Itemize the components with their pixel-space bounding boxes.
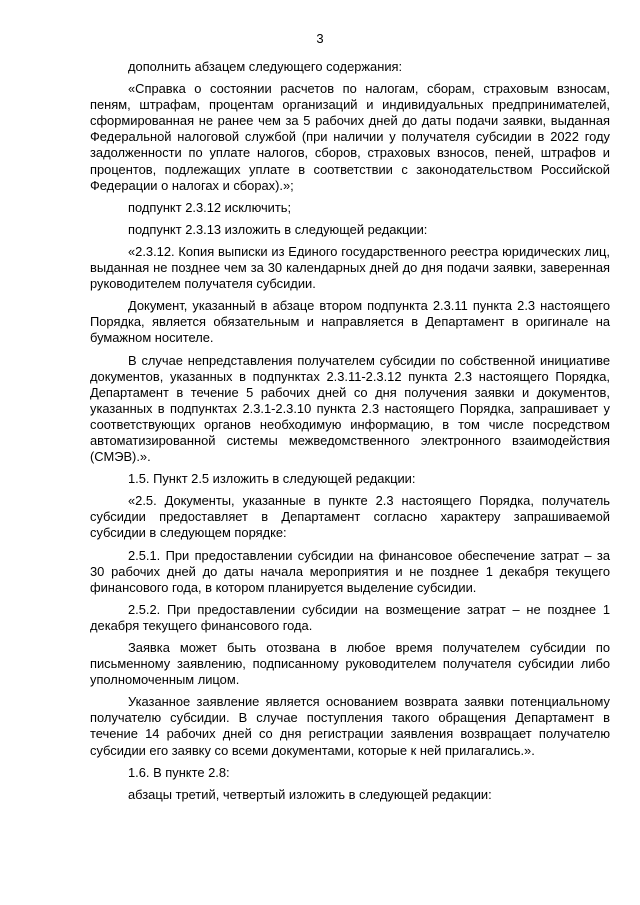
paragraph-2-5-1: 2.5.1. При предоставлении субсидии на финансовое обеспечение затрат – за 30 рабочих дней до даты начала мероприятия и не позднее 1 декабря текущего финансового года, в котором планируется выделение субсидии. [90, 547, 610, 595]
paragraph-2-3-12-text: «2.3.12. Копия выписки из Единого государственного реестра юридических лиц, выданная не позднее чем за 30 календарных дней до дня подачи заявки, заверенная руководителем получателя субсидии. [90, 243, 610, 292]
paragraph-amend-2-8: абзацы третий, четвертый изложить в следующей редакции: [128, 786, 492, 802]
paragraph-tax-certificate: «Справка о состоянии расчетов по налогам, сборам, страховым взносам, пеням, штрафам, процентам организаций и индивидуальных предпринимателей, сформированная не ранее чем за 5 рабочих дней до даты подачи заявки, выданная Федеральной налоговой службой (при наличии у получателя субсидии в 2022 году задолженности по уплате налогов, сборов, страховых взносов, пеней, штрафов и процентов, подлежащих уплате в соответствии с законодательством Российской Федерации о налогах и сборах).»; [90, 81, 610, 193]
paragraph-non-submission: В случае непредставления получателем субсидии по собственной инициативе документов, указанных в подпунктах 2.3.11-2.3.12 пункта 2.3 настоящего Порядка, Департамент в течение 5 рабочих дней со дня получения заявки и документов, указанных в подпунктах 2.3.1-2.3.10 пункта 2.3 настоящего Порядка, запрашивает у соответствующих органов необходимую информацию, в том числе посредством автоматизированной системы межведомственного электронного взаимодействия (СМЭВ).». [90, 352, 610, 465]
paragraph-document-original: Документ, указанный в абзаце втором подпункта 2.3.11 пункта 2.3 настоящего Порядка, является обязательным и направляется в Департамент в оригинале на бумажном носителе. [90, 298, 610, 346]
paragraph-amend-2-5: 1.5. Пункт 2.5 изложить в следующей редакции: [128, 471, 416, 487]
paragraph-1-6: 1.6. В пункте 2.8: [128, 764, 230, 780]
paragraph-withdrawal: Заявка может быть отозвана в любое время получателем субсидии по письменному заявлению, подписанному руководителем получателя субсидии либо уполномоченным лицом. [90, 640, 610, 688]
document-body [90, 59, 610, 809]
paragraph-amend-2-3-13: подпункт 2.3.13 изложить в следующей редакции: [128, 221, 428, 237]
paragraph-intro: дополнить абзацем следующего содержания: [128, 59, 403, 74]
page-number: 3 [316, 31, 324, 46]
paragraph-return-application: Указанное заявление является основанием возврата заявки потенциальному получателю субсидии. В случае поступления такого обращения Департамент в течение 14 рабочих дней со дня регистрации заявления возвращает получателю субсидии его заявку со всеми документами, которые к ней прилагались.». [90, 694, 610, 758]
paragraph-exclude-2-3-12: подпункт 2.3.12 исключить; [128, 199, 292, 215]
paragraph-2-5-2: 2.5.2. При предоставлении субсидии на возмещение затрат – не позднее 1 декабря текущего финансового года. [90, 601, 610, 633]
paragraph-2-5-text: «2.5. Документы, указанные в пункте 2.3 настоящего Порядка, получатель субсидии предоставляет в Департамент согласно характеру запрашиваемой субсидии в следующем порядке: [90, 493, 610, 541]
